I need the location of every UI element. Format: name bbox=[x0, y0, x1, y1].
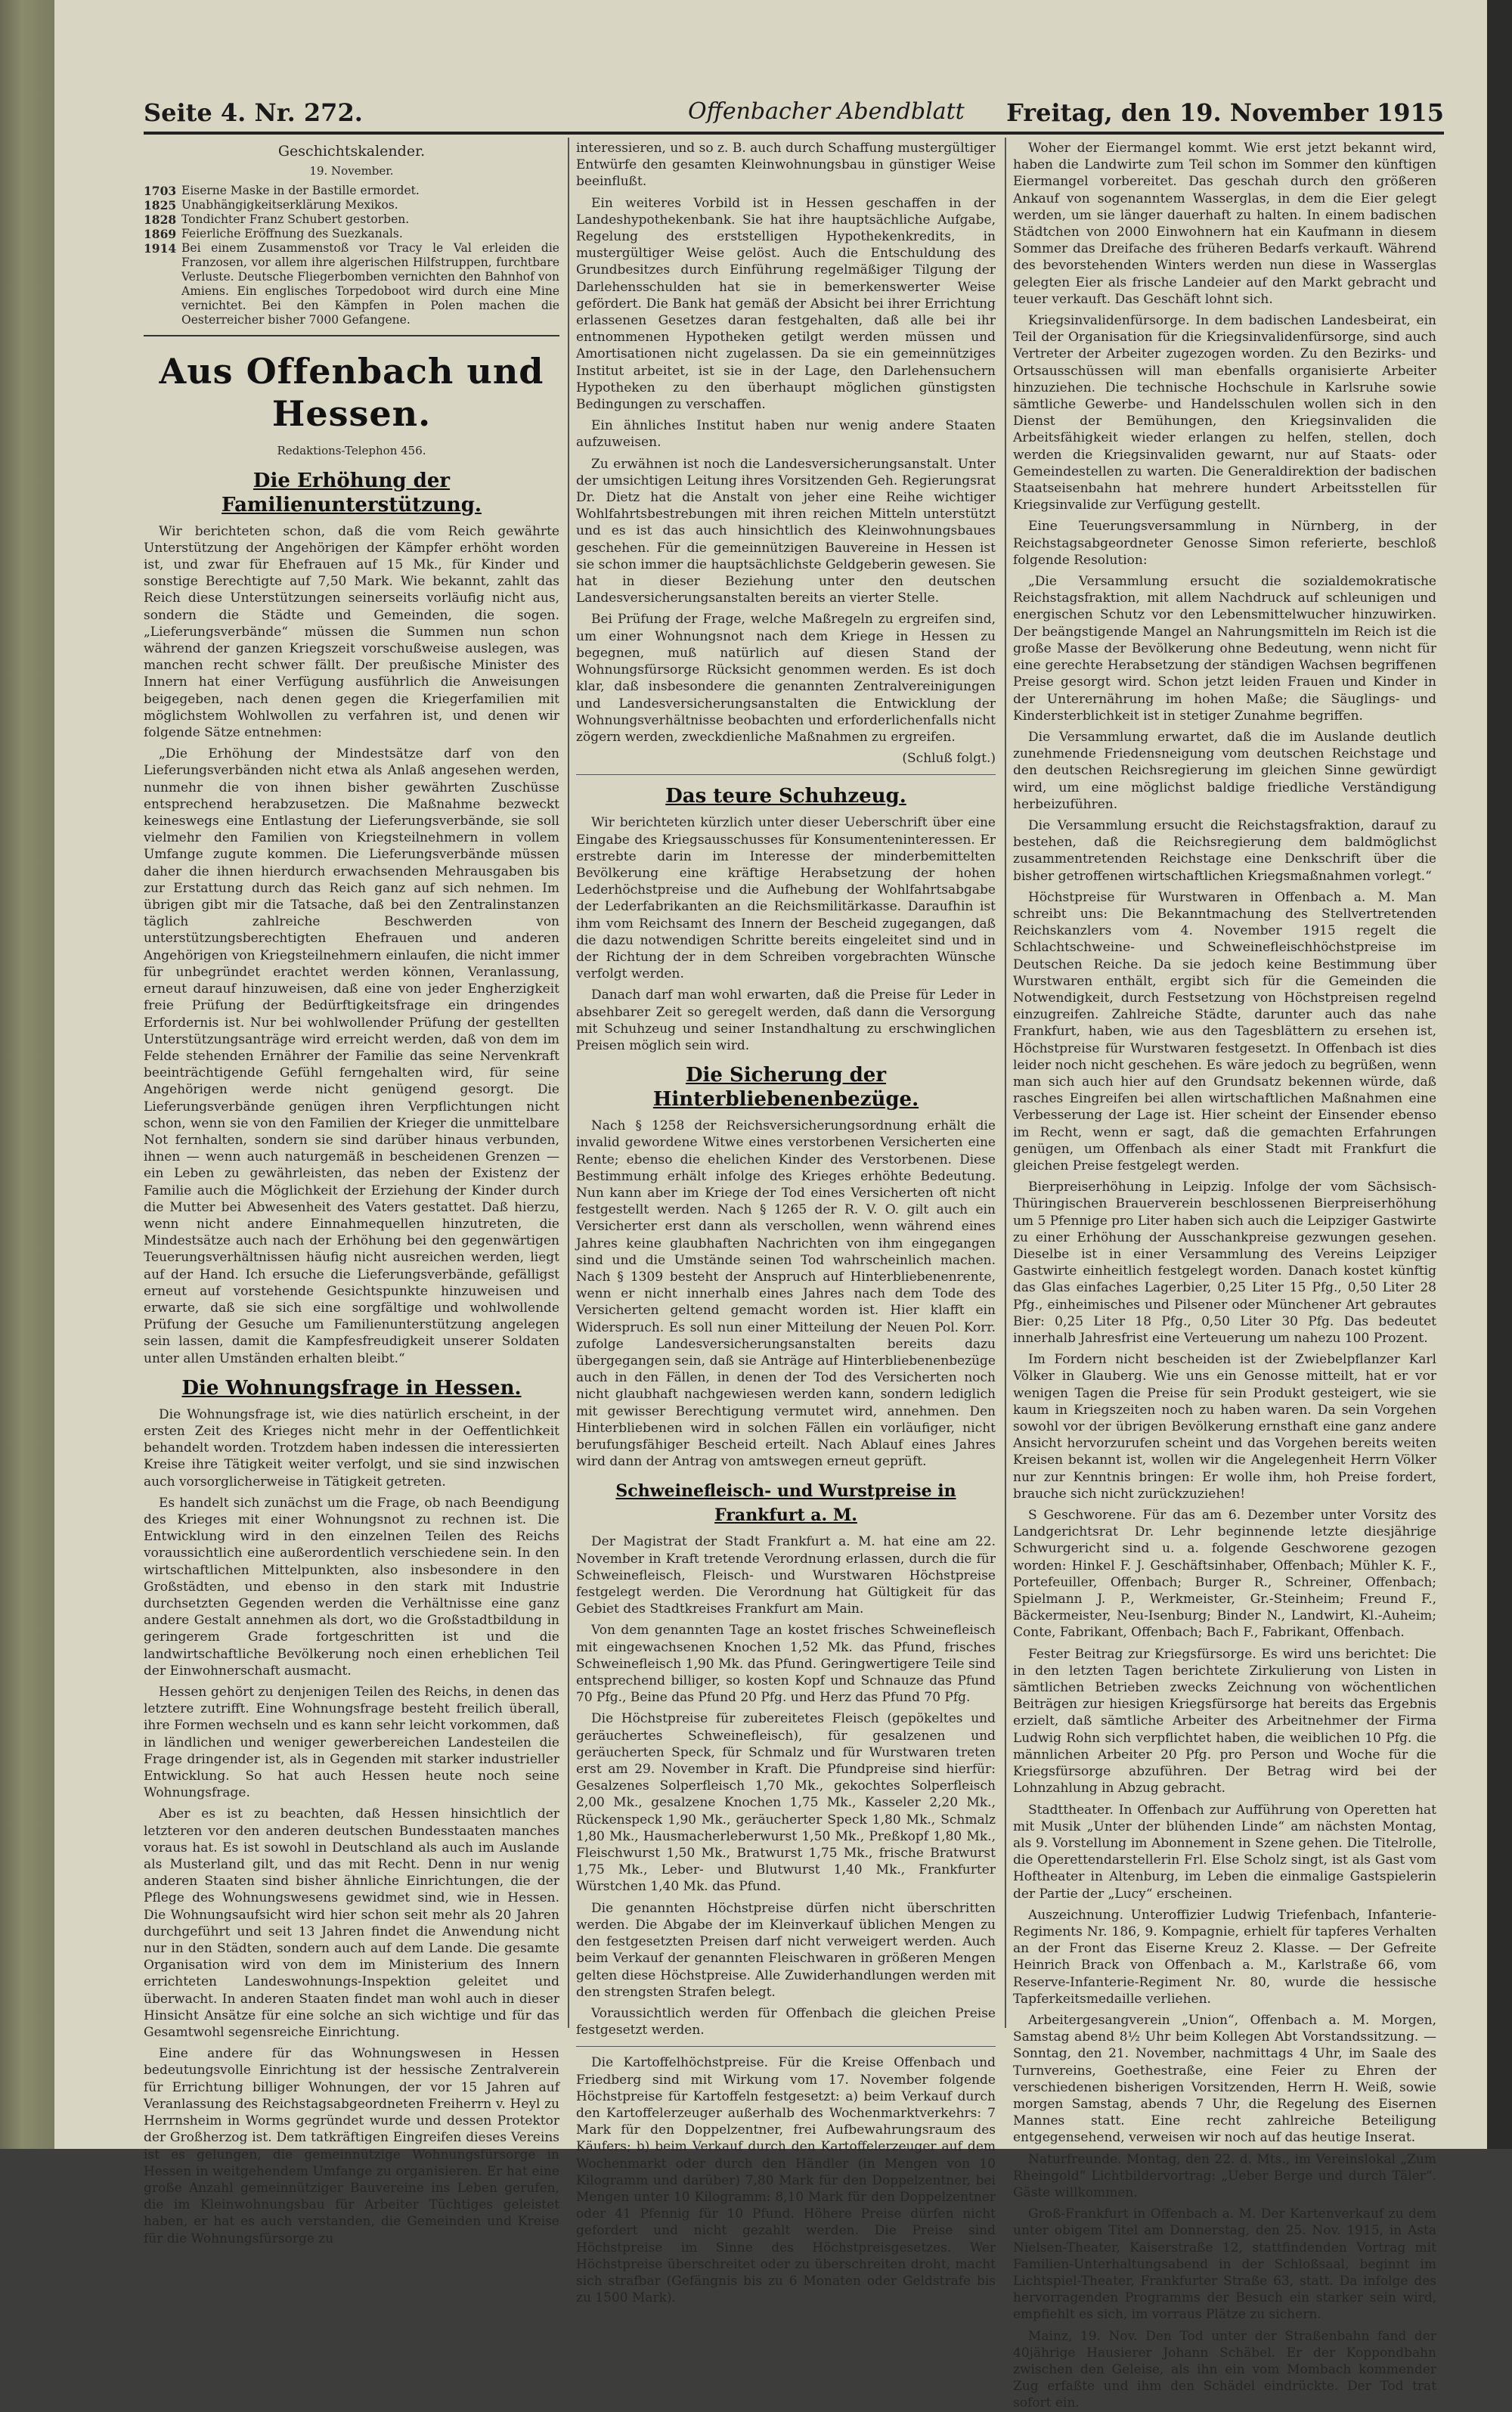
column-separator bbox=[568, 138, 569, 2028]
news-item: Kriegsinvalidenfürsorge. In dem badischen Landesbeirat, ein Teil der Organisation für die Kriegsinvalidenfürsorge, sind auch Vertreter der Arbeiter zugezogen worden. Zu den Bezirks- und Ortsausschüssen will man ebenfalls organisierte Arbeiter hinzuziehen. Die technische Hochschule in Karlsruhe sowie sämtliche Gewerbe- und Handelsschulen wollen sich in den Dienst der Bemühungen, den Kriegsinvaliden die Arbeitsfähigkeit wieder erlangen zu helfen, stellen, doch werden die Kriegsinvaliden gewarnt, nur auf Staats- oder Gemeindestellen zu warten. Die Generaldirektion der badischen Staatseisenbahn hat mehrere hundert Arbeitsstellen für Kriegsinvalide zur Verfügung gestellt. bbox=[1013, 313, 1436, 513]
paper-title: Offenbacher Abendblatt bbox=[688, 98, 965, 125]
news-item: Im Fordern nicht bescheiden ist der Zwiebelpflanzer Karl Völker in Glauberg. Wie uns ein Genosse mitteilt, hat er vor wenigen Tagen die Preise für sein Produkt gesteigert, wie sie kaum in Kriegszeiten noch zu haben waren. Da sein Vorgehen sowohl vor der übrigen Bevölkerung ernsthaft eine ganz andere Ansicht hervorzurufen scheint und das Vorgehen bereits weiten Kreisen bekannt ist, wollen wir die Angelegenheit Herrn Völker nur zur Kenntnis bringen: Er wolle ihm, hoh Preise fordert, brauche sich nicht zurückzuziehen! bbox=[1013, 1352, 1436, 1502]
article-paragraph: Eine andere für das Wohnungswesen in Hessen bedeutungsvolle Einrichtung ist der hessische Zentralverein für Errichtung billiger Wohnungen, der vor 15 Jahren auf Veranlassung des Reichstagsabgeordneten Freiherrn v. Heyl zu Herrnsheim in Worms gegründet wurde und dessen Protektor der Großherzog ist. Dem tatkräftigen Eingreifen dieses Vereins ist es gelungen, die gemeinnützige Wohnungsfürsorge in Hessen in weitgehendem Umfange zu organisieren. Er hat eine große Anzahl gemeinnütziger Bauvereine ins Leben gerufen, die im Kleinwohnungsbau für Arbeiter Tüchtiges geleistet haben, er hat es auch verstanden, die Gemeinden und Kreise für die Wohnungsfürsorge zu bbox=[144, 2046, 559, 2246]
section-title: Aus Offenbach und Hessen. bbox=[159, 351, 544, 435]
article-paragraph: „Die Erhöhung der Mindestsätze darf von den Lieferungsverbänden nicht etwa als Anlaß angesehen werden, nunmehr die von ihnen bisher gewährten Zuschüsse entsprechend herabzusetzen. Die Maßnahme bezweckt keineswegs eine Entlastung der Lieferungsverbände, sie soll vielmehr den Familien von Kriegsteilnehmern in vollem Umfange zugute kommen. Die Lieferungsverbände müssen daher die ihnen hierdurch erwachsenden Mehrausgaben bis zur Erstattung durch das Reich ganz auf sich nehmen. Im übrigen gibt mir die Tatsache, daß bei den Zentralinstanzen täglich zahlreiche Beschwerden von unterstützungsberechtigten Ehefrauen und anderen Angehörigen von Kriegsteilnehmern einlaufen, die nicht immer für unbegründet erachtet werden können, Veranlassung, erneut darauf hinzuweisen, daß eine von jeder Engherzigkeit freie Prüfung der Bedürftigkeitsfrage ein dringendes Erfordernis ist. Nur bei wohlwollender Prüfung der gestellten Unterstützungsanträge wird erreicht werden, daß von dem im Felde stehenden Ernährer der Familie das seine Nervenkraft beeinträchtigende Gefühl ferngehalten wird, für seine Angehörigen werde nicht genügend gesorgt. Die Lieferungsverbände genügen ihren Verpflichtungen nicht schon, wenn sie von den Familien der Krieger die unmittelbare Not fernhalten, sondern sie sind darüber hinaus verbunden, ihnen — wenn auch naturgemäß in bescheidenen Grenzen — ein Leben zu gewährleisten, das neben der Existenz der Familie auch die Möglichkeit der Erziehung der Kinder durch die Mutter bei Abwesenheit des Vaters gestattet. Daß hierzu, wenn nicht andere Einnahmequellen hinzutreten, die Mindestsätze auch nach der Erhöhung bei den gegenwärtigen Teuerungsverhältnissen häufig nicht ausreichen werden, liegt auf der Hand. Ich ersuche die Lieferungsverbände, gefälligst erneut auf vorstehende Gesichtspunkte hinzuweisen und erwarte, daß sie sich eine sorgfältige und wohlwollende Prüfung der Gesuche um Familienunterstützung angelegen sein lassen, damit die Kampfesfreudigkeit unserer Soldaten unter allen Umständen erhalten bleibt.“ bbox=[144, 746, 559, 1366]
article-paragraph: Nach § 1258 der Reichsversicherungsordnung erhält die invalid gewordene Witwe eines verstorbenen Versicherten eine Rente; ebenso die ehelichen Kinder des Verstorbenen. Diese Bestimmung erhält infolge des Krieges erhöhte Bedeutung. Nun kann aber im Kriege der Tod eines Versicherten oft nicht festgestellt werden. Nach § 1265 der R. V. O. gilt auch ein Versicherter erst dann als verschollen, wenn während eines Jahres keine glaubhaften Nachrichten von ihm eingegangen sind und die Umstände seinen Tod wahrscheinlich machen. Nach § 1309 besteht der Anspruch auf Hinterbliebenenrente, wenn er nicht innerhalb eines Jahres nach dem Tode des Versicherten geltend gemacht worden ist. Hier klafft ein Widerspruch. Es soll nun einer Mitteilung der Neuen Pol. Korr. zufolge Landesversicherungsanstalten bereits dazu übergegangen sein, daß sie Anträge auf Hinterbliebenenbezüge auch in den Fällen, in denen der Tod des Versicherten noch nicht glaubhaft nachgewiesen werden kann, sondern lediglich mit gewisser Berechtigung vermutet wird, annehmen. Den Hinterbliebenen wird in solchen Fällen ein vorläufiger, nicht berufungsfähiger Bescheid erteilt. Nach Ablauf eines Jahres wird dann der Antrag von amtswegen erneut geprüft. bbox=[576, 1118, 996, 1470]
article-paragraph: Von dem genannten Tage an kostet frisches Schweinefleisch mit eingewachsenen Knochen 1,52 Mk. das Pfund, frisches Schweinefleisch 1,90 Mk. das Pfund. Geringwertigere Teile sind entsprechend billiger, so kosten Kopf und Schnauze das Pfund 70 Pfg., Beine das Pfund 20 Pfg. und Herz das Pfund 70 Pfg. bbox=[576, 1623, 996, 1706]
news-item: Fester Beitrag zur Kriegsfürsorge. Es wird uns berichtet: Die in den letzten Tagen berichtete Zirkulierung von Listen in sämtlichen Betrieben zwecks Zeichnung von wöchentlichen Beiträgen zur hiesigen Kriegsfürsorge hat bereits das Ergebnis erzielt, daß sämtliche Arbeiter des Arbeitnehmer der Firma Ludwig Rohn sich verpflichtet haben, die weiblichen 10 Pfg. die männlichen Arbeiter 20 Pfg. pro Person und Woche für die Kriegsfürsorge abzuführen. Der Betrag wird bei der Lohnzahlung in Abzug gebracht. bbox=[1013, 1646, 1436, 1797]
masthead-rule bbox=[144, 132, 1444, 135]
article-paragraph: Der Magistrat der Stadt Frankfurt a. M. hat eine am 22. November in Kraft tretende Verordnung erlassen, durch die für Schweinefleisch, Fleisch- und Wurstwaren Höchstpreise festgelegt werden. Die Verordnung hat Gültigkeit für das Gebiet des Stadtkreises Frankfurt am Main. bbox=[576, 1534, 996, 1617]
divider bbox=[576, 2046, 996, 2047]
history-calendar bbox=[144, 184, 559, 327]
news-item: Stadttheater. In Offenbach zur Aufführung von Operetten hat mit Musik „Unter der blühenden Linde“ am nächsten Montag, als 9. Vorstellung im Abonnement in Szene gehen. Die Titelrolle, die Operettendarstellerin Frl. Else Scholz singt, ist als Gast vom Hoftheater in Altenburg, im Leben die einmalige Gastspielerin der Partie der „Lucy“ erscheinen. bbox=[1013, 1802, 1436, 1902]
calendar-heading: Geschichtskalender. bbox=[277, 143, 426, 160]
article-paragraph: Bei Prüfung der Frage, welche Maßregeln zu ergreifen sind, um einer Wohnungsnot nach dem Kriege in Hessen zu begegnen, muß natürlich auf diesen Stand der Wohnungsfürsorge Rücksicht genommen werden. Es ist doch klar, daß insbesondere die genannten Zentralvereinigungen und Landesversicherungsanstalten die Entwicklung der Wohnungsverhältnisse beobachten und erforderlichenfalls nicht zögern werden, zweckdienliche Maßnahmen zu ergreifen. bbox=[576, 612, 996, 745]
news-item: Bierpreiserhöhung in Leipzig. Infolge der vom Sächsisch-Thüringischen Brauerverein beschlossenen Bierpreiserhöhung um 5 Pfennige pro Liter haben sich auch die Leipziger Gastwirte zu einer Erhöhung der Ausschankpreise gezwungen gesehen. Dieselbe ist in einer Versammlung des Vereins Leipziger Gastwirte einheitlich festgelegt worden. Danach kostet künftig das Glas einfaches Lagerbier, 0,25 Liter 15 Pfg., 0,50 Liter 28 Pfg., einheimisches und Pilsener oder Münchener Art gebrautes Bier: 0,25 Liter 18 Pfg., 0,50 Liter 30 Pfg. Das bedeutet innerhalb Jahresfrist eine Verteuerung um nahezu 100 Prozent. bbox=[1013, 1180, 1436, 1347]
news-item: Höchstpreise für Wurstwaren in Offenbach a. M. Man schreibt uns: Die Bekanntmachung des Stellvertretenden Reichskanzlers vom 4. November 1915 regelt die Schlachtschweine- und Schweinefleischhöchstpreise im Deutschen Reiche. Da sie jedoch keine Bestimmung über Wurstwaren enthält, ergibt sich für die Gemeinden die Notwendigkeit, durch Festsetzung von Höchstpreisen regelnd einzugreifen. Zahlreiche Städte, darunter auch das nahe Frankfurt, haben, wie aus den Tagesblättern zu ersehen ist, Höchstpreise für Wurstwaren festgesetzt. In Offenbach ist dies leider noch nicht geschehen. Es wäre jedoch zu begrüßen, wenn man sich auch hier auf den Grundsatz bekennen würde, daß rasches Eingreifen bei allen wirtschaftlichen Maßnahmen eine Verbesserung der Lage ist. Hier scheint der Einsender ebenso im Recht, wenn er sagt, daß die gemachten Erfahrungen genügen, um Offenbach als einer Stadt mit Frankfurt die gleichen Preise festgelegt werden. bbox=[1013, 889, 1436, 1173]
calendar-entry: 1869 Feierliche Eröffnung des Suezkanals. bbox=[144, 227, 403, 242]
calendar-entry: 1703 Eiserne Maske in der Bastille ermordet. bbox=[144, 184, 420, 199]
news-item: Die Versammlung erwartet, daß die im Auslande deutlich zunehmende Friedensneigung vom deutschen Reichstage und den deutschen Reichsregierung im gleichen Sinne gewürdigt wird, um eine möglichst baldige friedliche Verständigung herbeizuführen. bbox=[1013, 729, 1436, 812]
news-item: Arbeitergesangverein „Union“, Offenbach a. M. Morgen, Samstag abend 8½ Uhr beim Kollegen Abt Vorstandssitzung. — Sonntag, den 21. November, nachmittags 4 Uhr, im Saale des Turnvereins, Goethestraße, eine Feier zu Ehren der verschiedenen bisherigen Vorsitzenden, Herrn H. Weiß, sowie morgen Samstag, abends 7 Uhr, die Regelung des Eisernen Mannes statt. Eine recht zahlreiche Beteiligung entgegensehend, verweisen wir noch auf das heutige Inserat. bbox=[1013, 2012, 1436, 2146]
article-paragraph: Die Kartoffelhöchstpreise. Für die Kreise Offenbach und Friedberg sind mit Wirkung vom 17. November folgende Höchstpreise für Kartoffeln festgesetzt: a) beim Verkauf durch den Kartoffelerzeuger außerhalb des Wochenmarktverkehrs: 7 Mark für den Doppelzentner, frei Aufbewahrungsraum des Käufers; b) beim Verkauf durch den Kartoffelerzeuger auf dem Wochenmarkt oder durch den Händler (in Mengen von 10 Kilogramm und darüber) 7,80 Mark für den Doppelzentner, bei Mengen unter 10 Kilogramm: 8,10 Mark für den Doppelzentner oder 41 Pfennig für 10 Pfund. Höhere Preise dürfen nicht gefordert und nicht gezahlt werden. Die Preise sind Höchstpreise im Sinne des Höchstpreisgesetzes. Wer Höchstpreise überschreitet oder zu überschreiten droht, macht sich strafbar (Gefängnis bis zu 6 Monaten oder Geldstrafe bis zu 1500 Mark). bbox=[576, 2055, 996, 2306]
news-item: Naturfreunde. Montag, den 22. d. Mts., im Vereinslokal „Zum Rheingold“ Lichtbildervortrag: „Ueber Berge und durch Täler“. Gäste willkommen. bbox=[1013, 2151, 1436, 2200]
article-title: Die Erhöhung der Familienunterstützung. bbox=[222, 469, 482, 516]
calendar-entry: 1828 Tondichter Franz Schubert gestorben. bbox=[144, 212, 410, 228]
article-paragraph: Ein ähnliches Institut haben nur wenig andere Staaten aufzuweisen. bbox=[576, 418, 996, 451]
news-item: Mainz, 19. Nov. Den Tod unter der Straßenbahn fand der 40jährige Hausierer Johann Schäbel. Er der Koppondbahn zwischen den Geleise, als ihn ein vom Mombach kommender Zug erfaßte und ihm den Schädel eindrückte. Der Tod trat sofort ein. bbox=[1013, 2328, 1436, 2411]
date-line: Freitag, den 19. November 1915 bbox=[1006, 98, 1444, 127]
news-item: Groß-Frankfurt in Offenbach a. M. Der Kartenverkauf zu dem unter obigem Titel am Donnerstag, den 25. Nov. 1915, in Asta Nielsen-Theater, Kaiserstraße 12, stattfindenden Vortrag mit Familien-Unterhaltungsabend in der Schloßsaal, beginnt im Lichtspiel-Theater, Frankfurter Straße 63, statt. Da infolge des hervorragenden Programms der Besuch ein starker sein wird, empfiehlt es sich, im vorraus Plätze zu sichern. bbox=[1013, 2206, 1436, 2323]
news-item: „Die Versammlung ersucht die sozialdemokratische Reichstagsfraktion, mit allem Nachdruck auf schleunigen und energischen Schutz vor den Lebensmittelwucher hinzuwirken. Der beängstigende Mangel an Nahrungsmitteln im Reich ist die große Masse der Bevölkerung ohne Bedeutung, wenn nicht für eine gerechte Herabsetzung der ständigen Wachsen begriffenen Preise gesorgt wird. Schon jetzt leiden Frauen und Kinder in der Unterernährung im hohen Maße; die Säuglings- und Kindersterblichkeit ist in stetiger Zunahme begriffen. bbox=[1013, 574, 1436, 724]
calendar-date: 19. November. bbox=[309, 164, 394, 178]
news-item: Eine Teuerungsversammlung in Nürnberg, in der Reichstagsabgeordneter Genosse Simon referierte, beschloß folgende Resolution: bbox=[1013, 519, 1436, 568]
next-page-edge bbox=[1487, 0, 1512, 2149]
page-number: Seite 4. Nr. 272. bbox=[144, 98, 363, 127]
book-spine bbox=[0, 0, 54, 2149]
article-title: Das teure Schuhzeug. bbox=[665, 785, 906, 808]
article-paragraph: Die Höchstpreise für zubereitetes Fleisch (gepökeltes und geräuchertes Schweinefleisch), für gesalzenen und geräucherten Speck, für Schmalz und für Wurstwaren treten erst am 29. November in Kraft. Die Pfundpreise sind hierfür: Gesalzenes Solperfleisch 1,70 Mk., gekochtes Solperfleisch 2,00 Mk., gesalzene Knochen 1,75 Mk., Kasseler 2,20 Mk., Rückenspeck 1,90 Mk., geräucherter Speck 1,80 Mk., Schmalz 1,80 Mk., Hausmacherleberwurst 1,50 Mk., Preßkopf 1,80 Mk., Fleischwurst 1,50 Mk., Bratwurst 1,75 Mk., frische Bratwurst 1,75 Mk., Leber- und Blutwurst 1,40 Mk., Frankfurter Würstchen 1,40 Mk. das Pfund. bbox=[576, 1711, 996, 1895]
article-paragraph: Wir berichteten kürzlich unter dieser Ueberschrift über eine Eingabe des Kriegsausschusses für Konsumenteninteressen. Er erstrebte darin im Interesse der minderbemittelten Bevölkerung eine kräftige Herabsetzung der hohen Lederhöchstpreise und die Aufhebung der Wohlfahrtsabgabe der Lederfabrikanten an die Reichsmilitärkasse. Daraufhin ist ihm vom Reichsamt des Innern der Bescheid zugegangen, daß die dazu notwendigen Schritte bereits eingeleitet sind und in der Richtung der in dem Schreiben vorgebrachten Wünsche verfolgt werden. bbox=[576, 815, 996, 982]
article-title: Die Sicherung der Hinterbliebenenbezüge. bbox=[652, 1064, 919, 1111]
article-title: Schweinefleisch- und Wurstpreise in Frankfurt a. M. bbox=[615, 1481, 956, 1526]
column-1 bbox=[144, 140, 559, 2246]
article-paragraph: Die Wohnungsfrage ist, wie dies natürlich erscheint, in der ersten Zeit des Krieges nicht mehr in der Oeffentlichkeit behandelt worden. Trotzdem haben indessen die interessierten Kreise ihre Tätigkeit weiter verfolgt, und sie sind inzwischen auch vorsorglicherweise in Tätigkeit getreten. bbox=[144, 1406, 559, 1490]
divider bbox=[576, 774, 996, 775]
article-title: Die Wohnungsfrage in Hessen. bbox=[181, 1376, 522, 1400]
column-3 bbox=[1013, 140, 1436, 2411]
article-paragraph: Zu erwähnen ist noch die Landesversicherungsanstalt. Unter der umsichtigen Leitung ihres Vorsitzenden Geh. Regierungsrat Dr. Dietz hat die Anstalt von jeher eine Reihe wichtiger Wohlfahrtsbestrebungen mit ihren reichen Mitteln unterstützt und es ist das auch hinsichtlich des Kleinwohnungsbaues geschehen. Für die gemeinnützigen Bauvereine in Hessen ist sie schon immer die hauptsächlichste Geldgeberin gewesen. Sie hat in dieser Beziehung unter den deutschen Landesversicherungsanstalten bereits an vierter Stelle. bbox=[576, 456, 996, 606]
news-item: Auszeichnung. Unteroffizier Ludwig Triefenbach, Infanterie-Regiments Nr. 186, 9. Kompagnie, erhielt für tapferes Verhalten an der Front das Eiserne Kreuz 2. Klasse. — Der Gefreite Heinrich Brack von Offenbach a. M., Karlstraße 66, vom Reserve-Infanterie-Regiment Nr. 80, wurde die hessische Tapferkeitsmedaille verliehen. bbox=[1013, 1907, 1436, 2007]
masthead bbox=[144, 98, 1444, 135]
divider bbox=[144, 335, 559, 336]
calendar-entry: 1914 Bei einem Zusammenstoß vor Tracy le Val erleiden die Franzosen, vor allem ihre algerischen Hilfstruppen, furchtbare Verluste. Deutsche Fliegerbomben vernichten den Bahnhof von Amiens. Ein englisches Torpedoboot wird durch eine Mine vernichtet. Bei den Kämpfen in Polen machen die Oesterreicher bisher 7000 Gefangene. bbox=[144, 241, 559, 327]
redaktion-telephone: Redaktions-Telephon 456. bbox=[277, 444, 426, 458]
article-paragraph: Ein weiteres Vorbild ist in Hessen geschaffen in der Landeshypothekenbank. Sie hat ihre hauptsächliche Aufgabe, Regelung des erststelligen Hypothekenkredits, in mustergültiger Weise gelöst. Auch die Entschuldung des Grundbesitzes durch Einführung regelmäßiger Tilgung der Darlehensschulden hat sie in bemerkenswerter Weise gefördert. Die Bank hat gemäß der Absicht bei ihrer Errichtung erlassenen Gesetzes daran festgehalten, daß alle bei ihr entnommenen Hypotheken getilgt werden müssen und Amortisationen nicht zugelassen. Da sie ein gemeinnütziges Institut arbeitet, ist sie in der Lage, den Darlehensuchern Hypotheken zu den überhaupt möglichen günstigsten Bedingungen zu verschaffen. bbox=[576, 195, 996, 413]
news-item: Woher der Eiermangel kommt. Wie erst jetzt bekannt wird, haben die Landwirte zum Teil schon im Sommer den künftigen Eiermangel vorbereitet. Das geschah durch den größeren Ankauf von sogenanntem Wasserglas, in dem die Eier gelegt werden, um sie länger dauerhaft zu halten. In einem badischen Städtchen von 2000 Einwohnern hat ein Kaufmann in diesem Sommer das Dreifache des früheren Bedarfs verkauft. Während des bevorstehenden Winters werden nun diese in Wasserglas gelegten Eier als frische Landeier auf den Markt gebracht und teuer verkauft. Das Geschäft lohnt sich. bbox=[1013, 141, 1436, 307]
article-paragraph: Wir berichteten schon, daß die vom Reich gewährte Unterstützung der Angehörigen der Kämpfer erhöht worden ist, und zwar für Ehefrauen auf 15 Mk., für Kinder und sonstige Berechtigte auf 7,50 Mark. Wie bekannt, zahlt das Reich diese Unterstützungen seinerseits vorläufig nicht aus, sondern die Städte und Gemeinden, die sogen. „Lieferungsverbände“ müssen die Summen nun schon während der ganzen Kriegszeit vorschußweise auslegen, was manchen recht schwer fällt. Der preußische Minister des Innern hat einer Verfügung ausführlich die Anweisungen beigegeben, nach denen gegen die Kriegerfamilien mit möglichstem Wohlwollen zu verfahren ist, und denen wir folgende Sätze entnehmen: bbox=[144, 523, 559, 741]
calendar-entry: 1825 Unabhängigkeitserklärung Mexikos. bbox=[144, 198, 398, 213]
article-paragraph: Die genannten Höchstpreise dürfen nicht überschritten werden. Die Abgabe der im Kleinverkauf üblichen Mengen zu den festgesetzten Preisen darf nicht verweigert werden. Auch beim Verkauf der genannten Fleischwaren in größeren Mengen gelten diese Höchstpreise. Alle Zuwiderhandlungen werden mit den strengsten Strafen belegt. bbox=[576, 1900, 996, 2000]
continued-note: (Schluß folgt.) bbox=[902, 751, 996, 767]
article-paragraph: interessieren, und so z. B. auch durch Schaffung mustergültiger Entwürfe den gesamten Kleinwohnungsbau in günstiger Weise beeinflußt. bbox=[576, 141, 996, 190]
article-paragraph: Danach darf man wohl erwarten, daß die Preise für Leder in absehbarer Zeit so geregelt werden, daß dann die Versorgung mit Schuhzeug und seiner Instandhaltung zu erschwinglichen Preisen möglich sein wird. bbox=[576, 987, 996, 1053]
article-paragraph: Hessen gehört zu denjenigen Teilen des Reichs, in denen das letztere zutrifft. Eine Wohnungsfrage besteht freilich überall, ihre Formen wechseln und es kann sehr leicht vorkommen, daß in ländlichen und weniger gewerbereichen Landesteilen die Frage dringender ist, als in Gegenden mit starker industrieller Entwicklung. So hat auch Hessen heute noch seine Wohnungsfrage. bbox=[144, 1685, 559, 1801]
article-paragraph: Es handelt sich zunächst um die Frage, ob nach Beendigung des Krieges mit einer Wohnungsnot zu rechnen ist. Die Entwicklung wird in den einzelnen Teilen des Reichs voraussichtlich eine außerordentlich verschiedene sein. In den wirtschaftlichen Mittelpunkten, also insbesondere in den Großstädten, und ebenso in den stark mit Industrie durchsetzten Gegenden werden die Verhältnisse eine ganz andere Gestalt annehmen als dort, wo die Großstadtbildung in geringerem Grade fortgeschritten ist und die landwirtschaftliche Bevölkerung noch einen erheblichen Teil der Einwohnerschaft ausmacht. bbox=[144, 1495, 559, 1679]
column-2 bbox=[576, 140, 996, 2306]
news-item: S Geschworene. Für das am 6. Dezember unter Vorsitz des Landgerichtsrat Dr. Lehr beginnende letzte diesjährige Schwurgericht sind u. a. folgende Geschworene gezogen worden: Hinkel F. J. Geschäftsinhaber, Offenbach; Mühler K. F., Portefeuiller, Offenbach; Burger R., Schreiner, Offenbach; Spielmann J. P., Werkmeister, Gr.-Steinheim; Freund F., Bäckermeister, Neu-Isenburg; Binder N., Landwirt, Kl.-Auheim; Conte, Fabrikant, Offenbach; Bach F., Fabrikant, Offenbach. bbox=[1013, 1508, 1436, 1641]
article-paragraph: Voraussichtlich werden für Offenbach die gleichen Preise festgesetzt werden. bbox=[576, 2005, 996, 2038]
column-separator bbox=[1005, 138, 1006, 2028]
article-paragraph: Aber es ist zu beachten, daß Hessen hinsichtlich der letzteren vor den anderen deutschen Bundesstaaten manches voraus hat. Es ist sowohl in Deutschland als auch im Auslande als Musterland gilt, und das mit Recht. Denn in nur wenig anderen Staaten sind bisher ähnliche Einrichtungen, die der Pflege des Wohnungswesens gewidmet sind, wie in Hessen. Die Wohnungsaufsicht wird hier schon seit mehr als 20 Jahren durchgeführt und seit 13 Jahren findet die Anwendung nicht nur in den Städten, sondern auch auf dem Lande. Die gesamte Organisation wird von dem im Ministerium des Innern errichteten Landeswohnungs-Inspektion geleitet und überwacht. In anderen Staaten findet man wohl auch in dieser Hinsicht Ansätze für eine solche an sich wichtige und für das Gesamtwohl segensreiche Einrichtung. bbox=[144, 1806, 559, 2041]
news-item: Die Versammlung ersucht die Reichstagsfraktion, darauf zu bestehen, daß die Reichsregierung dem baldmöglichst zusammentretenden Reichstage eine Denkschrift über die bisher getroffenen wirtschaftlichen Kriegsmaßnahmen vorlegt.“ bbox=[1013, 817, 1436, 884]
